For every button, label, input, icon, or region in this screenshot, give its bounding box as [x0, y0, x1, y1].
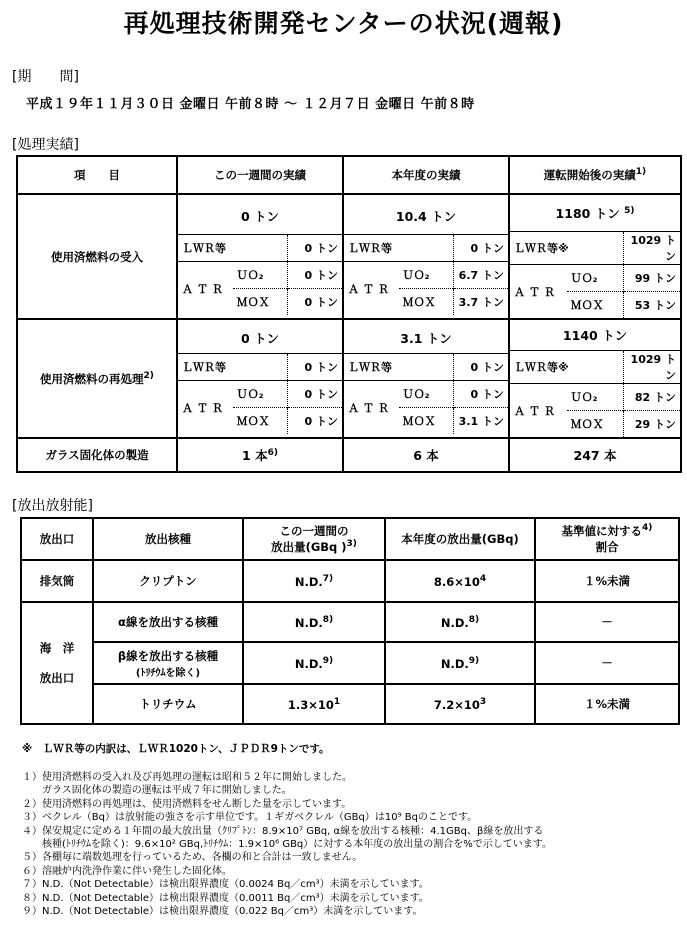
- header-nuclide: 放出核種: [93, 518, 243, 560]
- ocean-week-tritium: $1.3\times 10^1$: [243, 684, 385, 724]
- ocean-outlet: 海 洋 放出口: [21, 602, 93, 724]
- glass-total: 247 本: [509, 438, 681, 472]
- mox-label: ＭＯＸ: [567, 411, 624, 438]
- ocean-ratio-beta: －: [535, 642, 679, 684]
- uo2-label: ＵＯ₂: [233, 262, 288, 289]
- ocean-year-alpha: N.D.$^{8)}$: [385, 602, 535, 642]
- uo2-label: ＵＯ₂: [567, 265, 624, 292]
- ocean-year-beta: N.D.$^{9)}$: [385, 642, 535, 684]
- mox-label: ＭＯＸ: [399, 408, 454, 435]
- reprocessing-year-lwr: 0 トン: [453, 354, 508, 381]
- receipt-total-lwr: 1029 トン: [623, 232, 680, 265]
- lwr-label: ＬＷＲ等: [178, 354, 287, 381]
- receipt-year-mox: 3.7 トン: [453, 289, 508, 316]
- reprocessing-label: 使用済燃料の再処理$^{2)}$: [17, 319, 177, 438]
- ocean-year-tritium: $7.2\times 10^3$: [385, 684, 535, 724]
- release-table: [20, 517, 680, 725]
- receipt-year-total: 10.4 トン: [395, 209, 457, 224]
- processing-heading: [処理実績]: [12, 137, 79, 153]
- lwr-star-label: ＬＷＲ等※: [510, 232, 623, 265]
- notes-list: [22, 771, 682, 918]
- mox-label: ＭＯＸ: [233, 408, 288, 435]
- receipt-week-uo2: 0 トン: [287, 262, 342, 289]
- period-text: 平成１９年１１月３０日 金曜日 午前８時 ～ １２月７日 金曜日 午前８時: [26, 97, 475, 112]
- reprocessing-total-cell: [509, 319, 681, 438]
- receipt-week-cell: [177, 194, 343, 319]
- reprocessing-week-total: 0 トン: [240, 331, 280, 346]
- receipt-total-uo2: 99 トン: [623, 265, 680, 292]
- ocean-ratio-tritium: １%未満: [535, 684, 679, 724]
- note-item: ２）使用済燃料の再処理は、使用済燃料をせん断した量を示しています。: [22, 798, 352, 810]
- ocean-ratio-alpha: －: [535, 602, 679, 642]
- uo2-label: ＵＯ₂: [399, 262, 454, 289]
- period-heading: [期 間]: [12, 69, 79, 85]
- reprocessing-year-uo2: 0 トン: [453, 381, 508, 408]
- receipt-year-cell: [343, 194, 509, 319]
- reprocessing-week-mox: 0 トン: [287, 408, 342, 435]
- note-item: ７）N.D.（Not Detectable）は検出限界濃度（0.0024 Bq／cm³）未満を示しています。: [22, 879, 429, 891]
- receipt-week-mox: 0 トン: [287, 289, 342, 316]
- reprocessing-week-cell: [177, 319, 343, 438]
- stack-year: $8.6\times 10^4$: [385, 560, 535, 602]
- reprocessing-year-mox: 3.1 トン: [453, 408, 508, 435]
- processing-table: [16, 155, 682, 473]
- reprocessing-total-lwr: 1029 トン: [623, 351, 680, 384]
- header-ratio: 基準値に対する$^{4)}$ 割合: [535, 518, 679, 560]
- note-item: ３）ベクレル（Bq）は放射能の強さを示す単位です。１ギガベクレル（GBq）は10⁹ Bqのことです。: [22, 812, 478, 824]
- receipt-total-cell: [509, 194, 681, 319]
- reprocessing-total-mox: 29 トン: [623, 411, 680, 438]
- atr-label: ＡＴＲ: [344, 262, 399, 316]
- receipt-week-total: 0 トン: [240, 209, 280, 224]
- receipt-week-lwr: 0 トン: [287, 235, 342, 262]
- reprocessing-week-lwr: 0 トン: [287, 354, 342, 381]
- receipt-label: 使用済燃料の受入: [17, 194, 177, 319]
- release-heading: [放出放射能]: [12, 498, 93, 514]
- lwr-star-label: ＬＷＲ等※: [510, 351, 623, 384]
- header-week-release: この一週間の 放出量(GBq )$^{3)}$: [243, 518, 385, 560]
- ocean-week-beta: N.D.$^{9)}$: [243, 642, 385, 684]
- ocean-nuclide-beta: β線を放出する核種 (ﾄﾘﾁｳﾑを除く): [93, 642, 243, 684]
- receipt-year-uo2: 6.7 トン: [453, 262, 508, 289]
- receipt-total-mox: 53 トン: [623, 292, 680, 319]
- stack-week: N.D.$^{7)}$: [243, 560, 385, 602]
- header-year: 本年度の実績: [343, 156, 509, 194]
- lwr-label: ＬＷＲ等: [344, 354, 453, 381]
- mox-label: ＭＯＸ: [567, 292, 624, 319]
- header-week: この一週間の実績: [177, 156, 343, 194]
- atr-label: ＡＴＲ: [344, 381, 399, 435]
- note-item: ９）N.D.（Not Detectable）は検出限界濃度（0.022 Bq／cm³）未満を示しています。: [22, 906, 423, 918]
- atr-label: ＡＴＲ: [178, 262, 233, 316]
- header-item: 項 目: [17, 156, 177, 194]
- glass-label: ガラス固化体の製造: [17, 438, 177, 472]
- reprocessing-total-uo2: 82 トン: [623, 384, 680, 411]
- lwr-label: ＬＷＲ等: [178, 235, 287, 262]
- mox-label: ＭＯＸ: [399, 289, 454, 316]
- atr-label: ＡＴＲ: [510, 265, 567, 319]
- note-item: ガラス固化体の製造の運転は平成７年に開始しました。: [22, 785, 292, 797]
- note-item: ４）保安規定に定める１年間の最大放出量（ｸﾘﾌﾟﾄﾝ：8.9×10⁷ GBq, α線を放出する核種：4.1GBq、β線を放出する: [22, 825, 544, 837]
- atr-label: ＡＴＲ: [178, 381, 233, 435]
- reprocessing-year-cell: [343, 319, 509, 438]
- reprocessing-total-total: 1140 トン: [562, 328, 628, 343]
- note-item: １）使用済燃料の受入れ及び再処理の運転は昭和５２年に開始しました。: [22, 772, 352, 783]
- stack-ratio: １%未満: [535, 560, 679, 602]
- receipt-total-total: 1180 トン $^{5)}$: [555, 205, 635, 221]
- glass-year: 6 本: [343, 438, 509, 472]
- glass-week: 1 本$^{6)}$: [177, 438, 343, 472]
- header-year-release: 本年度の放出量(GBq): [385, 518, 535, 560]
- page-title: 再処理技術開発センターの状況(週報): [123, 9, 564, 38]
- note-item: ６）溶融炉内洗浄作業に伴い発生した固化体。: [22, 865, 232, 877]
- note-item: ５）各棚毎に端数処理を行っているため、各欄の和と合計は一致しません。: [22, 852, 363, 864]
- receipt-year-lwr: 0 トン: [453, 235, 508, 262]
- uo2-label: ＵＯ₂: [233, 381, 288, 408]
- uo2-label: ＵＯ₂: [399, 381, 454, 408]
- lwr-label: ＬＷＲ等: [344, 235, 453, 262]
- footnote-star: ※ ＬＷＲ等の内訳は、ＬＷＲ1020トン、ＪＰＤＲ9トンです。: [22, 743, 330, 755]
- uo2-label: ＵＯ₂: [567, 384, 624, 411]
- mox-label: ＭＯＸ: [233, 289, 288, 316]
- header-outlet: 放出口: [21, 518, 93, 560]
- ocean-week-alpha: N.D.$^{8)}$: [243, 602, 385, 642]
- atr-label: ＡＴＲ: [510, 384, 567, 438]
- header-total: 運転開始後の実績$^{1)}$: [509, 156, 681, 194]
- ocean-nuclide-tritium: トリチウム: [93, 684, 243, 724]
- ocean-nuclide-alpha: α線を放出する核種: [93, 602, 243, 642]
- note-item: 核種(ﾄﾘﾁｳﾑを除く)：9.6×10² GBq,ﾄﾘﾁｳﾑ：1.9×10⁶ GBq）に対する本年度の放出量の割合を%で示しています。: [22, 839, 552, 851]
- note-item: ８）N.D.（Not Detectable）は検出限界濃度（0.0011 Bq／cm³）未満を示しています。: [22, 892, 429, 904]
- stack-outlet: 排気筒: [21, 560, 93, 602]
- reprocessing-week-uo2: 0 トン: [287, 381, 342, 408]
- stack-nuclide: クリプトン: [93, 560, 243, 602]
- reprocessing-year-total: 3.1 トン: [400, 331, 452, 346]
